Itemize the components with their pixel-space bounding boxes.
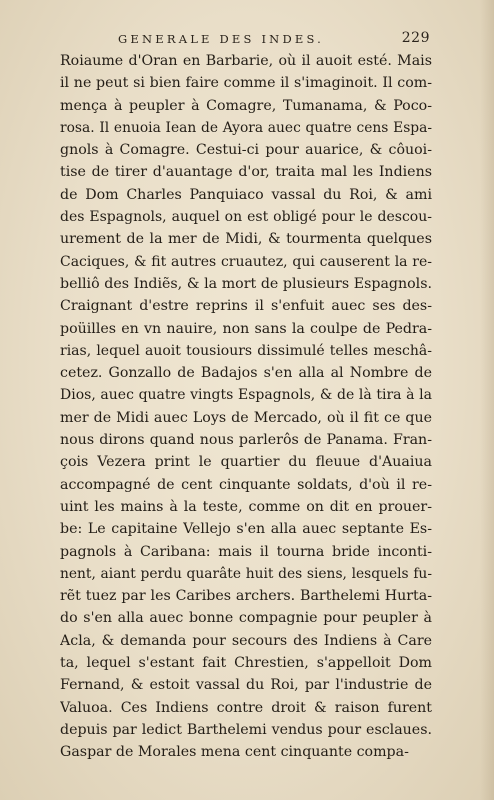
text-line: Dios, auec quatre vingts Espagnols, & de là tira à la (60, 387, 432, 404)
page-edge-shadow (480, 0, 494, 800)
text-line: des Espagnols, auquel on est obligé pour le descou- (60, 209, 432, 226)
text-line: de Dom Charles Panquiaco vassal du Roi, & ami (60, 186, 432, 203)
running-head: GENERALE DES INDES. (118, 32, 324, 46)
text-line: nous dirons quand nous parlerôs de Panama. Fran- (60, 432, 432, 449)
text-line: depuis par ledict Barthelemi vendus pour esclaues. (60, 721, 432, 738)
page-header (118, 30, 438, 50)
text-line: be: Le capitaine Vellejo s'en alla auec septante Es- (60, 521, 432, 538)
text-line: do s'en alla auec bonne compagnie pour peupler à (60, 610, 432, 627)
text-line: Roiaume d'Oran en Barbarie, où il auoit esté. Mais (60, 53, 432, 69)
text-line: Gaspar de Morales mena cent cinquante compa- (60, 744, 409, 761)
text-line: gnols à Comagre. Cestui-ci pour auarice, & côuoi- (60, 142, 432, 159)
text-line: Fernand, & estoit vassal du Roi, par l'industrie de (60, 677, 432, 694)
text-line: uint les mains à la teste, comme on dit en prouer- (60, 498, 432, 515)
text-line: ta, lequel s'estant fait Chrestien, s'appelloit Dom (60, 655, 432, 672)
text-line: Acla, & demanda pour secours des Indiens à Care (60, 632, 432, 649)
text-line: accompagné de cent cinquante soldats, d'où il re- (60, 476, 432, 493)
text-line: Craignant d'estre reprins il s'enfuit auec ses des- (60, 298, 432, 315)
text-line: rẽt tuez par les Caribes archers. Barthelemi Hurta- (60, 588, 432, 605)
text-line: Caciques, & fit autres cruautez, qui causerent la re- (60, 253, 432, 270)
text-line: tise de tirer d'auantage d'or, traita mal les Indiens (60, 164, 432, 181)
page-number: 229 (401, 30, 430, 46)
text-line: belliô des Indiẽs, & la mort de plusieurs Espagnols. (60, 275, 432, 292)
text-line: il ne peut si bien faire comme il s'imaginoit. Il com- (60, 75, 432, 92)
text-line: çois Vezera print le quartier du fleuue d'Auaiua (60, 454, 432, 471)
text-line: rias, lequel auoit tousiours dissimulé telles meschâ- (60, 342, 432, 359)
text-line: rosa. Il enuoia Iean de Ayora auec quatre cens Espa- (60, 119, 432, 136)
text-line: mença à peupler à Comagre, Tumanama, & Poco- (60, 97, 432, 114)
text-line: Valuoa. Ces Indiens contre droit & raison furent (60, 699, 432, 716)
text-line: nent, aiant perdu quarâte huit des siens, lesquels fu- (60, 565, 432, 582)
text-line: cetez. Gonzallo de Badajos s'en alla al Nombre de (60, 365, 432, 382)
text-line: urement de la mer de Midi, & tourmenta quelques (60, 231, 432, 248)
text-line: mer de Midi auec Loys de Mercado, où il fit ce que (60, 409, 432, 426)
text-line: poüilles en vn nauire, non sans la coulpe de Pedra- (60, 320, 432, 337)
text-line: pagnols à Caribana: mais il tourna bride inconti- (60, 543, 432, 560)
body-text (60, 50, 432, 764)
